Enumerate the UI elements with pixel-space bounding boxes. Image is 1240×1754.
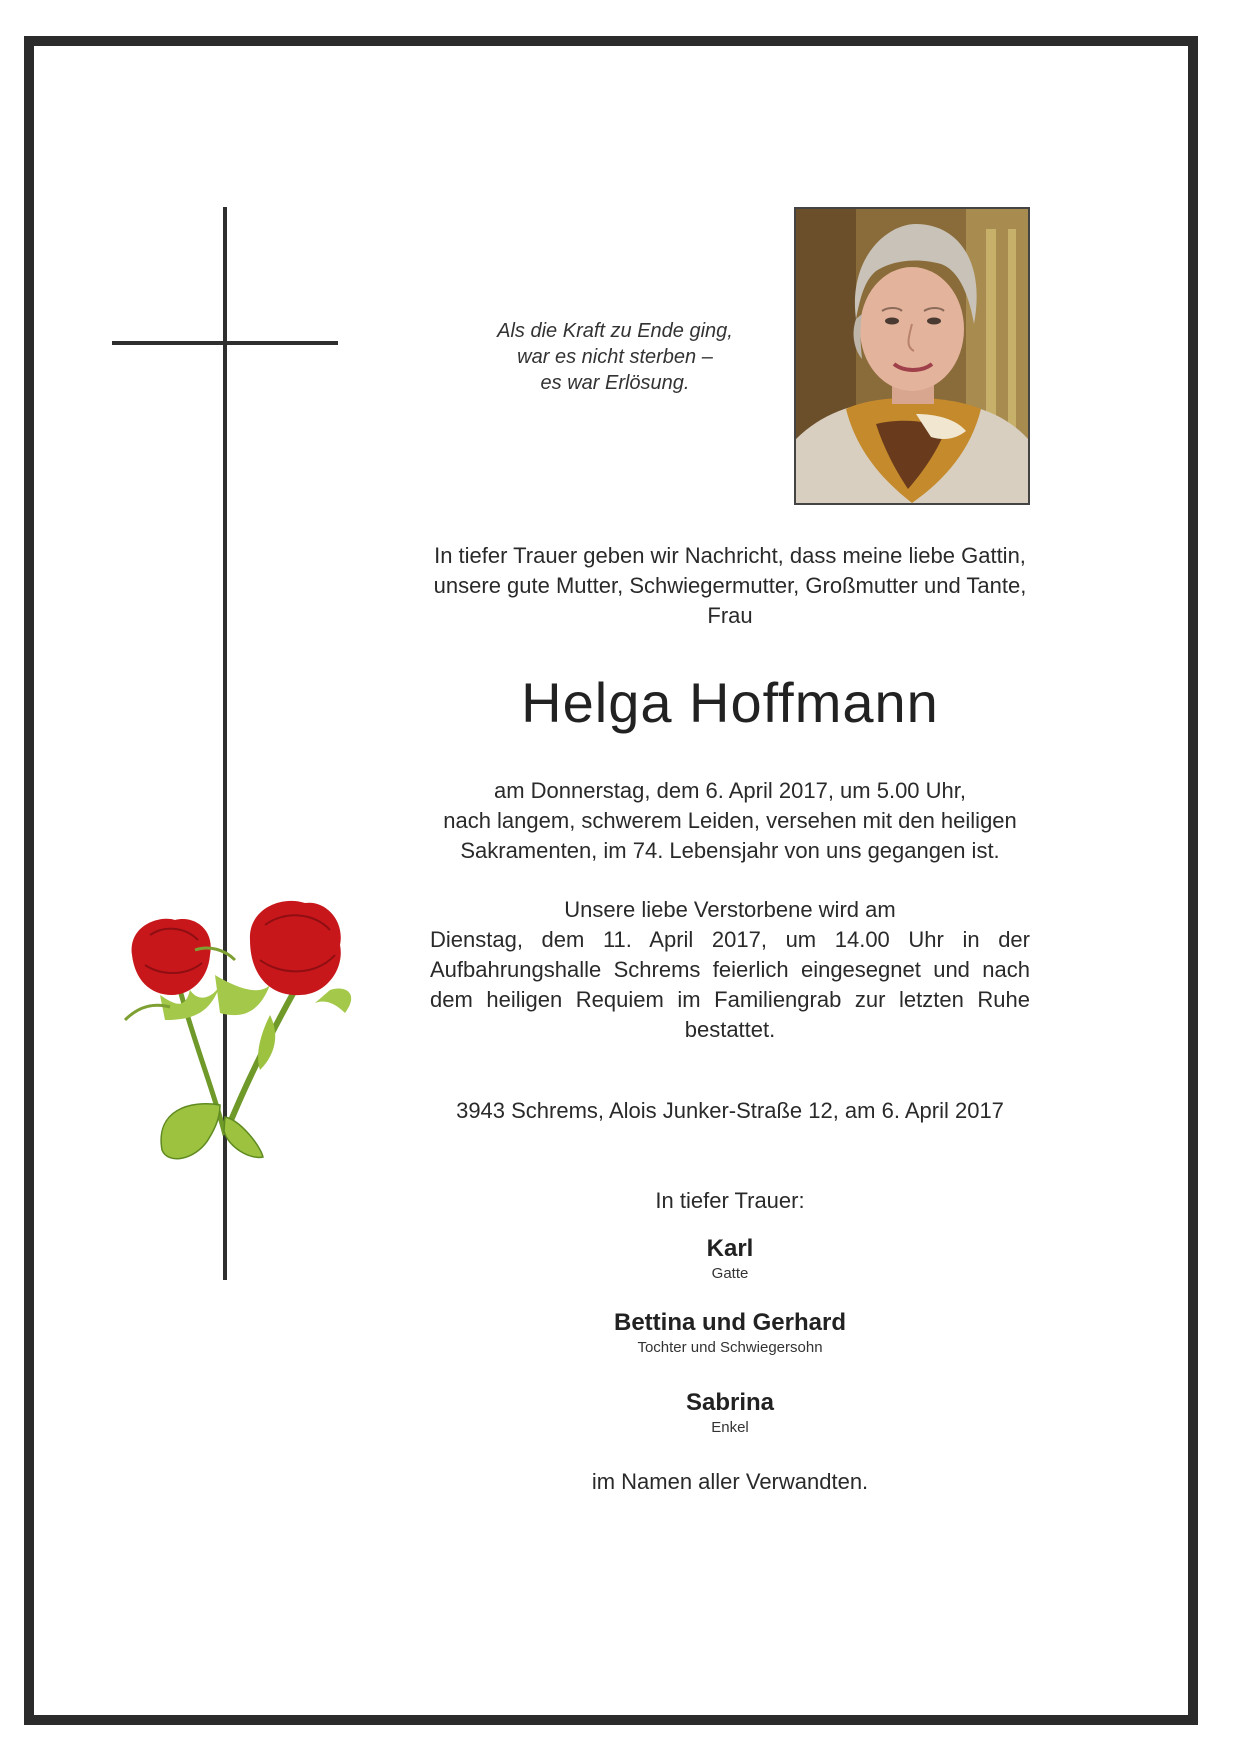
- mourner-name: Sabrina: [685, 1389, 775, 1416]
- death-notice: [430, 776, 1030, 866]
- roses-icon: [120, 895, 390, 1175]
- intro-line-3: Frau: [707, 603, 753, 628]
- funeral-details: Dienstag, dem 11. April 2017, um 14.00 Uhr in der Aufbahrungshalle Schrems feierlich eingesegnet und nach dem heiligen Requiem im Familiengrab zur letzten Ruhe bestattet.: [430, 927, 1030, 1042]
- quote-line-2: war es nicht sterben –: [517, 346, 713, 368]
- death-line-2: nach langem, schwerem Leiden, versehen mit den heiligen: [443, 808, 1017, 833]
- memorial-quote: [455, 318, 775, 396]
- mourner-name: Bettina und Gerhard: [613, 1309, 847, 1336]
- funeral-intro: Unsere liebe Verstorbene wird am: [564, 897, 896, 922]
- intro-line-1: In tiefer Trauer geben wir Nachricht, dass meine liebe Gattin,: [434, 543, 1026, 568]
- mourner-name: Karl: [706, 1235, 754, 1262]
- death-line-1: am Donnerstag, dem 6. April 2017, um 5.00 Uhr,: [493, 778, 967, 803]
- mourner-entry: [430, 1388, 1030, 1438]
- address-line: 3943 Schrems, Alois Junker-Straße 12, am 6. April 2017: [456, 1098, 1004, 1123]
- mourner-relation: Gatte: [711, 1265, 749, 1282]
- deceased-name: Helga Hoffmann: [521, 671, 939, 734]
- quote-line-1: Als die Kraft zu Ende ging,: [497, 320, 733, 342]
- death-line-3: Sakramenten, im 74. Lebensjahr von uns gegangen ist.: [460, 838, 1000, 863]
- mourner-entry: [430, 1308, 1030, 1358]
- intro-line-2: unsere gute Mutter, Schwiegermutter, Großmutter und Tante,: [433, 573, 1027, 598]
- intro-announcement: [430, 541, 1030, 631]
- quote-line-3: es war Erlösung.: [540, 372, 690, 394]
- mourner-relation: Tochter und Schwiegersohn: [637, 1339, 823, 1356]
- cross-horizontal-bar: [112, 341, 338, 345]
- portrait-photo: [794, 207, 1030, 505]
- mourner-relation: Enkel: [711, 1419, 749, 1436]
- mourner-entry: [430, 1234, 1030, 1284]
- closing-line: im Namen aller Verwandten.: [591, 1469, 869, 1494]
- mourners-label: In tiefer Trauer:: [655, 1188, 805, 1213]
